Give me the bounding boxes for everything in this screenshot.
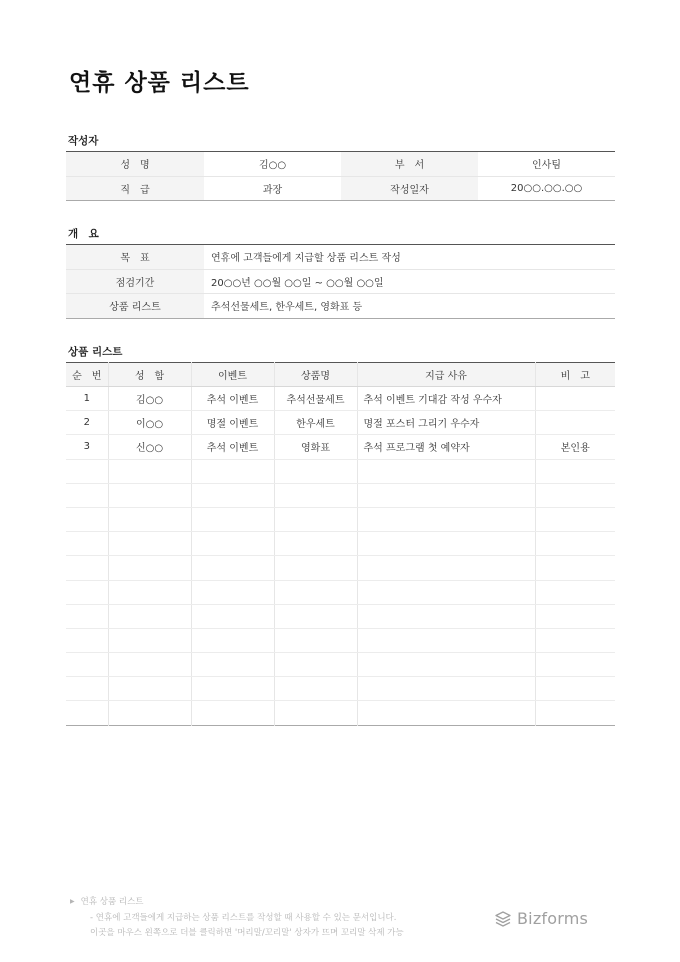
cell-note[interactable]	[535, 580, 615, 604]
triangle-bullet-icon: ▶	[70, 898, 75, 905]
cell-event[interactable]	[191, 701, 274, 725]
cell-event[interactable]: 명절 이벤트	[191, 411, 274, 435]
cell-number[interactable]: 2	[66, 411, 108, 435]
cell-reason[interactable]: 추석 이벤트 기대감 작성 우수자	[357, 387, 535, 411]
table-row	[66, 411, 615, 435]
cell-note[interactable]	[535, 701, 615, 725]
cell-number[interactable]	[66, 628, 108, 652]
cell-number[interactable]	[66, 556, 108, 580]
cell-name[interactable]: 이○○	[108, 411, 191, 435]
cell-number[interactable]: 3	[66, 435, 108, 459]
bizforms-logo	[494, 909, 588, 928]
cell-reason[interactable]	[357, 532, 535, 556]
cell-event[interactable]	[191, 604, 274, 628]
overview-row	[66, 245, 615, 270]
cell-product[interactable]	[274, 532, 357, 556]
cell-product[interactable]	[274, 677, 357, 701]
cell-note[interactable]	[535, 653, 615, 677]
col-header-product: 상품명	[274, 363, 357, 387]
cell-reason[interactable]: 추석 프로그램 첫 예약자	[357, 435, 535, 459]
cell-reason[interactable]	[357, 580, 535, 604]
cell-reason[interactable]	[357, 507, 535, 531]
col-header-event: 이벤트	[191, 363, 274, 387]
cell-note[interactable]	[535, 556, 615, 580]
cell-product[interactable]	[274, 604, 357, 628]
page-title: 연휴 상품 리스트	[69, 70, 250, 96]
department-label: 부 서	[341, 152, 478, 177]
cell-number[interactable]	[66, 483, 108, 507]
cell-reason[interactable]	[357, 459, 535, 483]
cell-event[interactable]	[191, 580, 274, 604]
cell-name[interactable]	[108, 604, 191, 628]
author-name-label: 성 명	[66, 152, 204, 177]
cell-name[interactable]	[108, 628, 191, 652]
cell-product[interactable]	[274, 580, 357, 604]
cell-product[interactable]	[274, 701, 357, 725]
table-row	[66, 701, 615, 725]
cell-reason[interactable]	[357, 677, 535, 701]
cell-note[interactable]	[535, 387, 615, 411]
table-row	[66, 483, 615, 507]
goal-label: 목 표	[66, 245, 204, 270]
cell-name[interactable]: 김○○	[108, 387, 191, 411]
footer-line-2: 이곳을 마우스 왼쪽으로 더블 클릭하면 '머리말/꼬리말' 상자가 뜨며 꼬리말 삭제 가능	[90, 928, 404, 938]
cell-number[interactable]	[66, 532, 108, 556]
col-header-reason: 지급 사유	[357, 363, 535, 387]
cell-reason[interactable]: 명절 포스터 그리기 우수자	[357, 411, 535, 435]
cell-name[interactable]	[108, 507, 191, 531]
col-header-number: 순 번	[66, 363, 108, 387]
cell-name[interactable]	[108, 653, 191, 677]
table-row	[66, 507, 615, 531]
cell-product[interactable]	[274, 459, 357, 483]
cell-product[interactable]	[274, 653, 357, 677]
cell-name[interactable]	[108, 459, 191, 483]
cell-event[interactable]	[191, 628, 274, 652]
cell-note[interactable]	[535, 677, 615, 701]
product-list-table	[66, 362, 615, 726]
table-row	[66, 677, 615, 701]
cell-event[interactable]	[191, 483, 274, 507]
product-list-label: 상품 리스트	[66, 294, 204, 319]
cell-event[interactable]	[191, 459, 274, 483]
table-row	[66, 653, 615, 677]
stack-layers-icon	[494, 910, 512, 928]
product-list-value[interactable]: 추석선물세트, 한우세트, 영화표 등	[211, 302, 363, 314]
date-value[interactable]: 20○○.○○.○○	[510, 182, 583, 194]
author-row	[66, 176, 615, 201]
cell-number[interactable]	[66, 580, 108, 604]
cell-number[interactable]	[66, 604, 108, 628]
cell-product[interactable]: 한우세트	[274, 411, 357, 435]
cell-event[interactable]	[191, 507, 274, 531]
cell-reason[interactable]	[357, 653, 535, 677]
table-row	[66, 459, 615, 483]
author-table	[66, 151, 615, 201]
overview-row	[66, 294, 615, 319]
cell-reason[interactable]	[357, 628, 535, 652]
period-label: 점검기간	[66, 269, 204, 294]
table-row	[66, 580, 615, 604]
cell-number[interactable]: 1	[66, 387, 108, 411]
cell-note[interactable]	[535, 507, 615, 531]
department-value[interactable]: 인사팀	[478, 152, 615, 177]
overview-row	[66, 269, 615, 294]
overview-section-label: 개 요	[68, 228, 99, 240]
cell-reason[interactable]	[357, 556, 535, 580]
table-row	[66, 532, 615, 556]
cell-note[interactable]	[535, 411, 615, 435]
table-row	[66, 435, 615, 459]
footer-note[interactable]	[70, 894, 404, 942]
table-row	[66, 387, 615, 411]
cell-number[interactable]	[66, 507, 108, 531]
table-row	[66, 556, 615, 580]
cell-product[interactable]	[274, 507, 357, 531]
cell-note[interactable]	[535, 459, 615, 483]
table-row	[66, 604, 615, 628]
cell-note[interactable]	[535, 532, 615, 556]
cell-event[interactable]	[191, 532, 274, 556]
cell-product[interactable]: 추석선물세트	[274, 387, 357, 411]
author-row	[66, 152, 615, 177]
cell-product[interactable]	[274, 483, 357, 507]
cell-reason[interactable]	[357, 604, 535, 628]
cell-note[interactable]	[535, 483, 615, 507]
list-section-label: 상품 리스트	[68, 346, 123, 358]
col-header-note: 비 고	[535, 363, 615, 387]
cell-event[interactable]	[191, 556, 274, 580]
period-value[interactable]: 20○○년 ○○월 ○○일 ~ ○○월 ○○일	[204, 269, 615, 294]
cell-name[interactable]	[108, 483, 191, 507]
cell-reason[interactable]	[357, 701, 535, 725]
cell-event[interactable]: 추석 이벤트	[191, 387, 274, 411]
cell-number[interactable]	[66, 677, 108, 701]
cell-product[interactable]	[274, 628, 357, 652]
list-header-row	[66, 363, 615, 387]
cell-note[interactable]	[535, 604, 615, 628]
goal-value[interactable]: 연휴에 고객들에게 지급할 상품 리스트 작성	[204, 245, 615, 270]
cell-event[interactable]	[191, 677, 274, 701]
cell-number[interactable]	[66, 459, 108, 483]
cell-name[interactable]	[108, 701, 191, 725]
cell-name[interactable]	[108, 532, 191, 556]
footer-line-1: - 연휴에 고객들에게 지급하는 상품 리스트를 작성할 때 사용할 수 있는 문서입니다.	[90, 912, 397, 923]
date-label: 작성일자	[341, 176, 478, 201]
table-row	[66, 628, 615, 652]
cell-name[interactable]	[108, 580, 191, 604]
cell-name[interactable]	[108, 677, 191, 701]
logo-text: Bizforms	[517, 909, 589, 928]
cell-note[interactable]: 본인용	[535, 435, 615, 459]
author-section-label: 작성자	[68, 135, 99, 147]
cell-name[interactable]: 신○○	[108, 435, 191, 459]
col-header-name: 성 함	[108, 363, 191, 387]
author-name-value[interactable]: 김○○	[204, 152, 341, 177]
cell-product[interactable]: 영화표	[274, 435, 357, 459]
cell-note[interactable]	[535, 628, 615, 652]
cell-number[interactable]	[66, 701, 108, 725]
cell-name[interactable]	[108, 556, 191, 580]
cell-product[interactable]	[274, 556, 357, 580]
cell-reason[interactable]	[357, 483, 535, 507]
position-label: 직 급	[66, 176, 204, 201]
position-value[interactable]: 과장	[262, 184, 283, 196]
overview-table	[66, 244, 615, 319]
footer-title: 연휴 상품 리스트	[80, 897, 144, 907]
cell-event[interactable]	[191, 653, 274, 677]
cell-number[interactable]	[66, 653, 108, 677]
cell-event[interactable]: 추석 이벤트	[191, 435, 274, 459]
